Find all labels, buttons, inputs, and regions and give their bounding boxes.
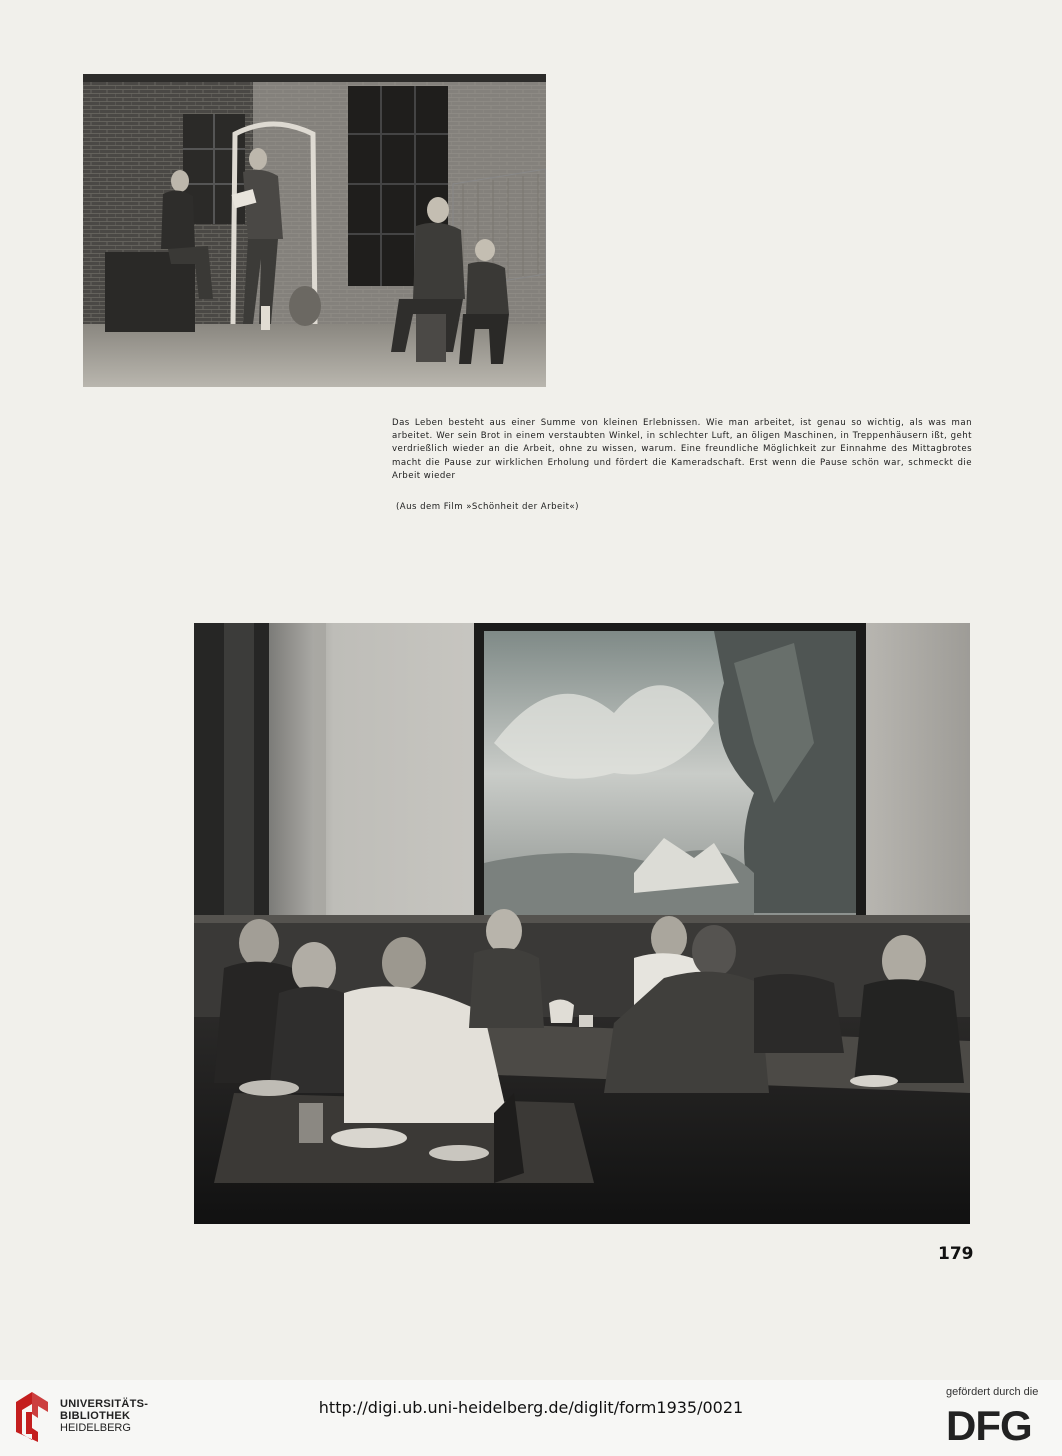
caption-text: Das Leben besteht aus einer Summe von kleinen Erlebnissen. Wie man arbeitet, ist genau so wichtig, als was man arbeitet. Wer sein Brot in einem verstaubten Winkel, in schlechter Luft, an öligen Maschinen, in Treppenhäusern ißt, geht verdrießlich wieder an die Arbeit, ohne zu wissen, warum. Eine freundliche Möglichkeit zur Einnahme des Mittagbrotes macht die Pause zur wirklichen Erholung und fördert die Kameradschaft. Erst wenn die Pause schön war, schmeckt die Arbeit wieder <box>392 418 972 481</box>
university-library-logo-icon[interactable] <box>12 1388 52 1446</box>
caption-source: (Aus dem Film »Schönheit der Arbeit«) <box>396 502 579 512</box>
footer-bar <box>0 1380 1062 1456</box>
dfg-logo[interactable]: DFG <box>946 1402 1032 1449</box>
library-line-1: UNIVERSITÄTS- <box>60 1398 149 1410</box>
source-url-link[interactable]: http://digi.ub.uni-heidelberg.de/diglit/form1935/0021 <box>318 1398 744 1417</box>
funded-by-label: gefördert durch die <box>946 1386 1039 1398</box>
page-number: 179 <box>938 1244 974 1264</box>
courtyard-break-photo <box>83 74 546 387</box>
library-line-3: HEIDELBERG <box>60 1422 131 1434</box>
library-line-2: BIBLIOTHEK <box>60 1410 131 1422</box>
canteen-photo <box>194 623 970 1224</box>
photo-caption <box>392 417 972 483</box>
